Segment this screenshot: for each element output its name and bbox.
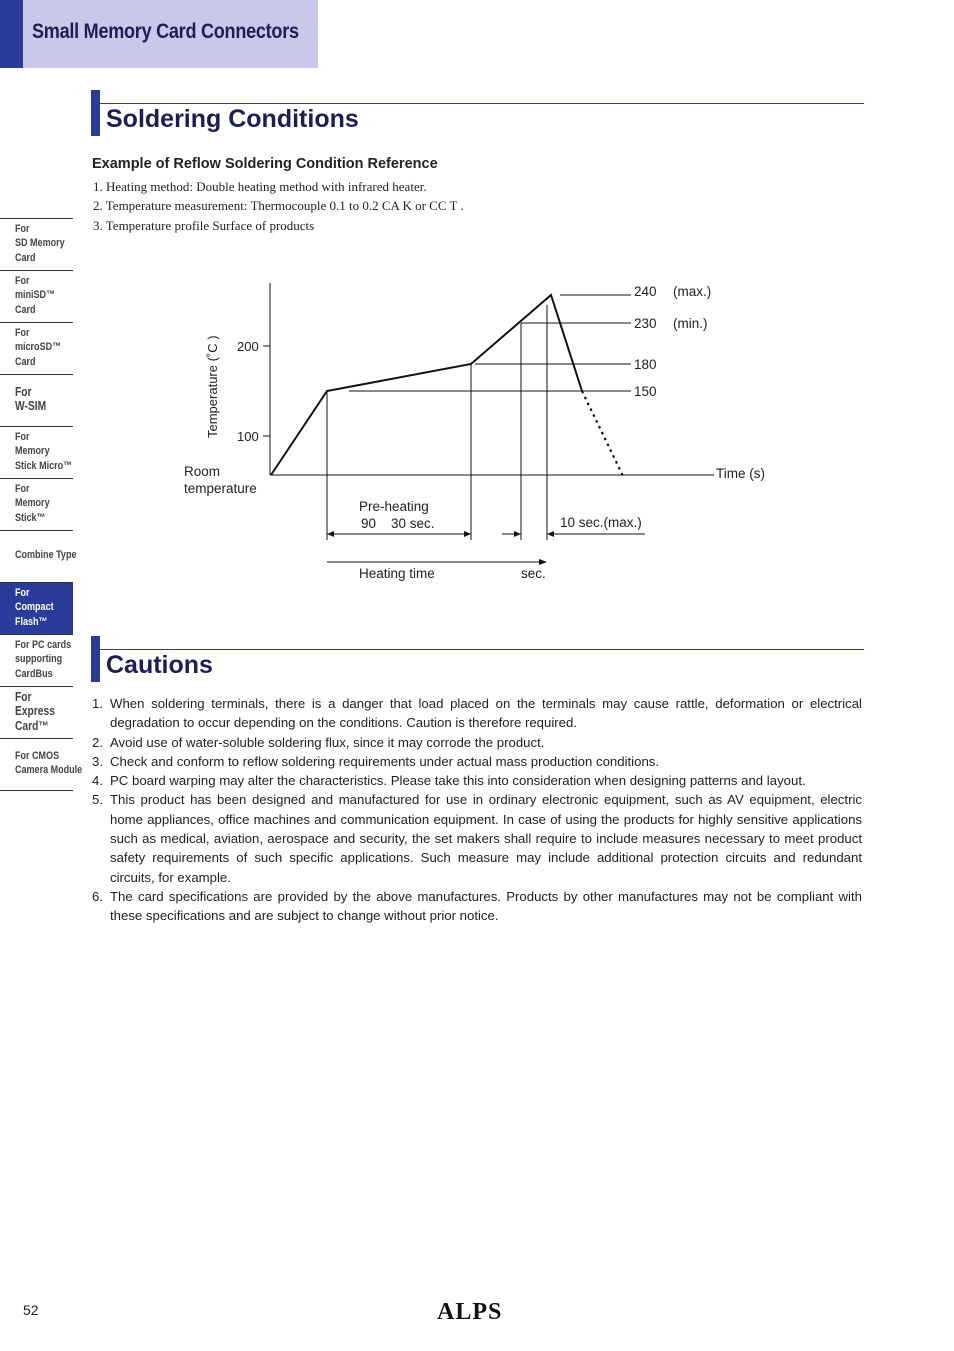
label-240: 240: [634, 284, 657, 299]
condition-item: 1. Heating method: Double heating method with infrared heater.: [93, 179, 427, 194]
tick-label-100: 100: [237, 429, 259, 444]
heating-time-label: Heating time: [359, 566, 435, 581]
sidebar-item-label: SD Memory: [15, 237, 65, 250]
sidebar-item-label: Card: [15, 303, 36, 316]
caution-number: 5.: [92, 792, 103, 808]
sidebar-item-label: supporting: [15, 653, 63, 666]
sidebar-item-label: Flash™: [15, 615, 48, 628]
room-temperature-label-2: temperature: [184, 481, 257, 496]
caution-item: [92, 733, 862, 752]
sidebar-item-label: Memory: [15, 497, 50, 510]
sidebar-item-label: For: [15, 275, 30, 287]
x-axis-label: Time (s): [716, 466, 765, 481]
preheat-arrow-left: [327, 531, 334, 537]
heating-time-unit: sec.: [521, 566, 546, 581]
caution-number: 4.: [92, 773, 103, 789]
temperature-profile-diagram: [0, 0, 954, 620]
caution-text: Avoid use of water-soluble soldering flux, since it may corrode the product.: [110, 734, 545, 750]
sidebar-item-label: CardBus: [15, 667, 53, 680]
sidebar-item[interactable]: [0, 738, 83, 790]
section-rule: [100, 649, 864, 650]
cautions-section-header: [91, 636, 864, 682]
caution-number: 3.: [92, 753, 103, 769]
caution-text: The card specifications are provided by the above manufactures. Products by other manufactures may not be compliant with these specifications and are subject to change without prior notice.: [110, 888, 862, 924]
cooling-dotted-line: [582, 391, 623, 476]
sidebar-divider: [0, 790, 73, 791]
caution-text: When soldering terminals, there is a danger that load placed on the terminals may cause rattle, deformation or electrical degradation to occur depending on the conditions. Caution is therefore required.: [110, 696, 862, 731]
reflow-subtitle: Example of Reflow Soldering Condition Reference: [92, 156, 438, 172]
label-230: 230: [634, 316, 657, 331]
alps-logo: ALPS: [437, 1299, 503, 1325]
sidebar-item-label: microSD™: [15, 341, 62, 354]
sidebar-item-label: Camera Module: [15, 764, 83, 777]
sidebar-item-label: Card: [15, 251, 36, 264]
sidebar-item-label: For: [15, 385, 32, 399]
peak-arrow-left: [514, 531, 521, 537]
caution-item: [92, 752, 862, 771]
sidebar-item-label: Stick Micro™: [15, 459, 73, 472]
caution-item: [92, 771, 862, 790]
peak-time-label: 10 sec.(max.): [560, 515, 642, 530]
sidebar-item-label: Combine Type: [15, 549, 77, 561]
label-min: (min.): [673, 316, 708, 331]
label-max: (max.): [673, 284, 712, 299]
caution-item: [92, 790, 862, 886]
caution-number: 1.: [92, 696, 103, 711]
preheat-arrow-right: [464, 531, 471, 537]
sidebar-item-label: Memory: [15, 445, 50, 458]
profile-curve: [271, 295, 582, 475]
page-number: 52: [23, 1302, 39, 1318]
sidebar-item-label: Stick™: [15, 511, 46, 524]
sidebar-item[interactable]: [0, 634, 73, 686]
sidebar-item-label: W-SIM: [15, 399, 47, 414]
preheating-label: Pre-heating: [359, 499, 429, 514]
y-axis-label: Temperature (˚C ): [205, 335, 220, 438]
label-180: 180: [634, 357, 657, 372]
preheating-duration: 90 30 sec.: [361, 516, 435, 531]
sidebar-item-label: For PC cards: [15, 639, 72, 651]
label-150: 150: [634, 384, 657, 399]
section-accent-bar: [91, 636, 100, 682]
sidebar-item-label: Compact: [15, 601, 54, 614]
header-title: Small Memory Card Connectors: [32, 20, 299, 43]
cautions-list: [92, 694, 862, 926]
caution-text: PC board warping may alter the characteristics. Please take this into consideration when designing patterns and layout.: [110, 773, 806, 789]
caution-item: [92, 887, 862, 926]
sidebar-item-label: For: [15, 327, 30, 339]
sidebar-item-label: For: [15, 483, 30, 495]
heating-arrow-right: [539, 559, 547, 565]
tick-label-200: 200: [237, 339, 259, 354]
sidebar-item-label: For: [15, 223, 30, 235]
soldering-title: Soldering Conditions: [106, 105, 359, 133]
sidebar-item-label: For: [15, 431, 30, 443]
caution-number: 6.: [92, 888, 103, 904]
sidebar-item-label: For: [15, 690, 32, 704]
peak-arrow-right: [547, 531, 554, 537]
sidebar-item-label: Express: [15, 704, 55, 719]
sidebar-item-label: Card™: [15, 718, 49, 733]
condition-item: 2. Temperature measurement: Thermocouple 0.1 to 0.2 CA K or CC T .: [93, 198, 464, 214]
caution-text: Check and conform to reflow soldering requirements under actual mass production conditions.: [110, 753, 660, 769]
sidebar-item[interactable]: [0, 686, 73, 738]
condition-item: 3. Temperature profile Surface of products: [93, 217, 315, 233]
caution-item: [92, 694, 862, 733]
caution-number: 2.: [92, 734, 103, 750]
sidebar-item-label: Card: [15, 355, 36, 368]
sidebar-item-label: miniSD™: [15, 289, 56, 302]
room-temperature-label: Room: [184, 464, 221, 479]
cautions-title: Cautions: [106, 651, 213, 679]
caution-text: This product has been designed and manufactured for use in ordinary electronic equipment, such as AV equipment, electric home appliances, office machines and communication equipment. In case of using the products for highly sensitive applications such as medical, aviation, aerospace and security, the set makers shall require to include measures necessary to meet product safety requirements of such specific applications. Such measure may include additional protection circuits and redundant circuits, for example.: [110, 792, 862, 885]
sidebar-item-label: For CMOS: [15, 750, 60, 762]
sidebar-item-label: For: [15, 587, 30, 599]
